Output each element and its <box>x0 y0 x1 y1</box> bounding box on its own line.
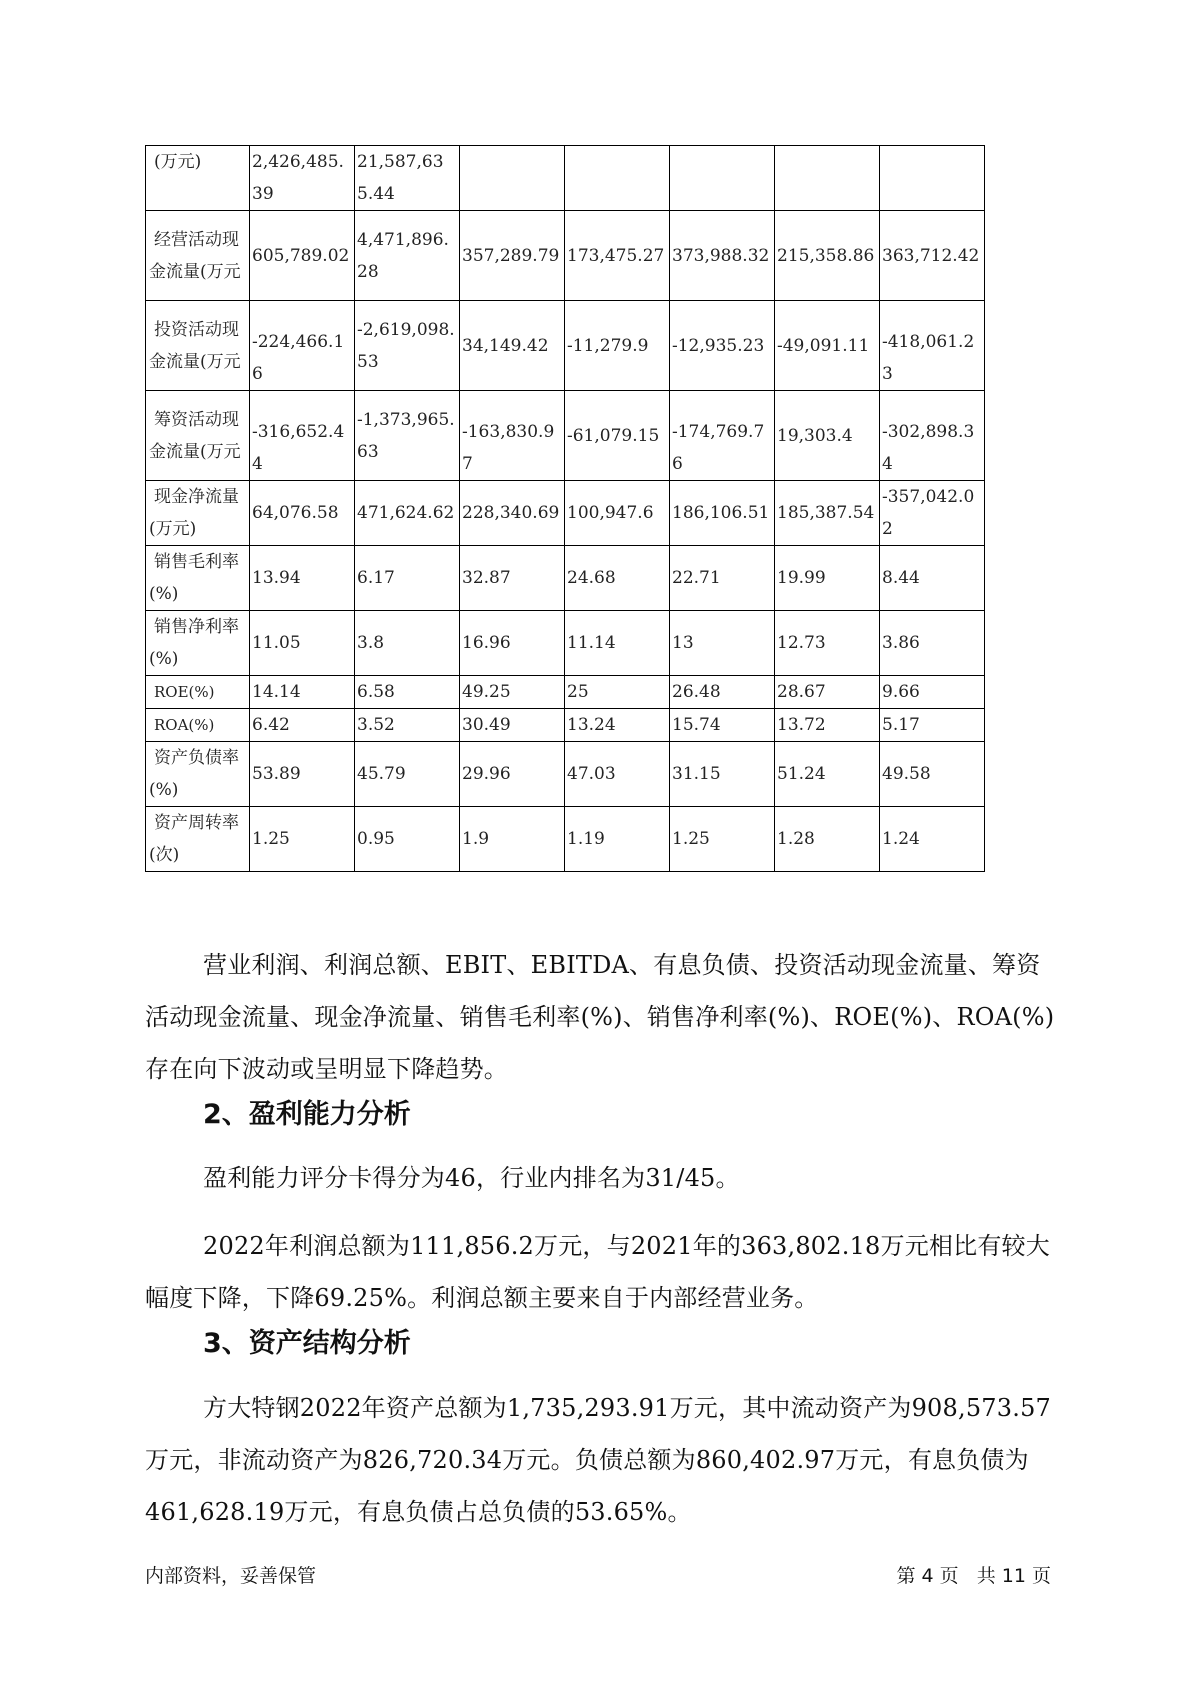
table-cell: 64,076.58 <box>250 481 355 546</box>
table-cell: 3.8 <box>355 611 460 676</box>
table-cell: 100,947.6 <box>565 481 670 546</box>
table-cell: 471,624.62 <box>355 481 460 546</box>
table-cell: 12.73 <box>775 611 880 676</box>
asset-detail-paragraph: 方大特钢2022年资产总额为1,735,293.91万元，其中流动资产为908,573.57万元，非流动资产为826,720.34万元。负债总额为860,402.97万元，有息负债为461,628.19万元，有息负债占总负债的53.65%。 <box>145 1394 1052 1526</box>
table-cell: 6.58 <box>355 676 460 709</box>
row-label: (万元) <box>146 146 250 211</box>
table-cell: 1.25 <box>250 807 355 872</box>
table-cell: -418,061.23 <box>880 301 985 391</box>
table-cell: -11,279.9 <box>565 301 670 391</box>
table-cell: 13 <box>670 611 775 676</box>
table-cell: 49.25 <box>460 676 565 709</box>
table-cell: 19,303.4 <box>775 391 880 481</box>
table-cell: 605,789.02 <box>250 211 355 301</box>
table-cell: 51.24 <box>775 742 880 807</box>
table-cell: -2,619,098.53 <box>355 301 460 391</box>
table-cell: -174,769.76 <box>670 391 775 481</box>
table-cell: 8.44 <box>880 546 985 611</box>
table-cell: 25 <box>565 676 670 709</box>
table-row <box>146 391 985 481</box>
table-cell: 47.03 <box>565 742 670 807</box>
table-cell: -357,042.02 <box>880 481 985 546</box>
table-cell: -302,898.34 <box>880 391 985 481</box>
table-cell: 1.25 <box>670 807 775 872</box>
table-cell: 22.71 <box>670 546 775 611</box>
table-cell: 186,106.51 <box>670 481 775 546</box>
table-cell: 19.99 <box>775 546 880 611</box>
table-cell: -12,935.23 <box>670 301 775 391</box>
financial-metrics-table <box>145 145 985 872</box>
table-cell <box>880 146 985 211</box>
section-heading-asset-structure: 3、资产结构分析 <box>203 1328 411 1359</box>
table-cell: 9.66 <box>880 676 985 709</box>
table-cell: 3.86 <box>880 611 985 676</box>
table-row <box>146 481 985 546</box>
row-label: 销售净利率(%) <box>146 611 250 676</box>
footer-confidential-note: 内部资料，妥善保管 <box>145 1565 317 1587</box>
table-cell: -1,373,965.63 <box>355 391 460 481</box>
table-cell: 11.05 <box>250 611 355 676</box>
table-cell: 24.68 <box>565 546 670 611</box>
table-cell: 14.14 <box>250 676 355 709</box>
section-heading-profitability: 2、盈利能力分析 <box>203 1099 411 1130</box>
table-cell: 215,358.86 <box>775 211 880 301</box>
table-cell: 228,340.69 <box>460 481 565 546</box>
table-cell <box>775 146 880 211</box>
table-cell: 373,988.32 <box>670 211 775 301</box>
table-cell: 13.94 <box>250 546 355 611</box>
table-row <box>146 742 985 807</box>
table-cell: 15.74 <box>670 709 775 742</box>
row-label: 经营活动现金流量(万元 <box>146 211 250 301</box>
table-row <box>146 807 985 872</box>
table-cell: 1.24 <box>880 807 985 872</box>
table-row <box>146 301 985 391</box>
table-cell <box>565 146 670 211</box>
table-cell: 34,149.42 <box>460 301 565 391</box>
table-cell: 45.79 <box>355 742 460 807</box>
table-cell <box>670 146 775 211</box>
table-cell: 1.9 <box>460 807 565 872</box>
table-cell: 30.49 <box>460 709 565 742</box>
profit-detail-paragraph: 2022年利润总额为111,856.2万元，与2021年的363,802.18万元相比有较大幅度下降，下降69.25%。利润总额主要来自于内部经营业务。 <box>145 1232 1050 1312</box>
profit-score-paragraph: 盈利能力评分卡得分为46，行业内排名为31/45。 <box>203 1164 740 1192</box>
row-label: 销售毛利率(%) <box>146 546 250 611</box>
table-cell: 11.14 <box>565 611 670 676</box>
table-cell: 1.19 <box>565 807 670 872</box>
table-cell: 31.15 <box>670 742 775 807</box>
table-cell: 0.95 <box>355 807 460 872</box>
row-label: 筹资活动现金流量(万元 <box>146 391 250 481</box>
table-row <box>146 146 985 211</box>
table-cell: -224,466.16 <box>250 301 355 391</box>
table-cell: 363,712.42 <box>880 211 985 301</box>
table-cell: 32.87 <box>460 546 565 611</box>
table-row <box>146 611 985 676</box>
summary-paragraph: 营业利润、利润总额、EBIT、EBITDA、有息负债、投资活动现金流量、筹资活动现金流量、现金净流量、销售毛利率(%)、销售净利率(%)、ROE(%)、ROA(%)存在向下波动或呈明显下降趋势。 <box>145 951 1055 1083</box>
row-label: 现金净流量(万元) <box>146 481 250 546</box>
table-cell: -316,652.44 <box>250 391 355 481</box>
table-cell: 13.24 <box>565 709 670 742</box>
table-cell: 2,426,485.39 <box>250 146 355 211</box>
table-cell: 6.42 <box>250 709 355 742</box>
table-cell: 5.17 <box>880 709 985 742</box>
table-cell: -61,079.15 <box>565 391 670 481</box>
row-label: ROA(%) <box>146 709 250 742</box>
table-cell: 26.48 <box>670 676 775 709</box>
table-cell <box>460 146 565 211</box>
table-cell: 53.89 <box>250 742 355 807</box>
table-cell: 16.96 <box>460 611 565 676</box>
table-cell: 21,587,635.44 <box>355 146 460 211</box>
table-cell: 3.52 <box>355 709 460 742</box>
row-label: 投资活动现金流量(万元 <box>146 301 250 391</box>
table-cell: 13.72 <box>775 709 880 742</box>
table-cell: 28.67 <box>775 676 880 709</box>
row-label: 资产负债率(%) <box>146 742 250 807</box>
table-cell: 185,387.54 <box>775 481 880 546</box>
table-cell: 4,471,896.28 <box>355 211 460 301</box>
table-row <box>146 709 985 742</box>
table-row <box>146 546 985 611</box>
table-cell: 29.96 <box>460 742 565 807</box>
table-cell: 173,475.27 <box>565 211 670 301</box>
table-cell: 1.28 <box>775 807 880 872</box>
footer-page-number: 第 4 页 共 11 页 <box>896 1565 1051 1587</box>
row-label: 资产周转率(次) <box>146 807 250 872</box>
table-cell: -49,091.11 <box>775 301 880 391</box>
table-cell: 49.58 <box>880 742 985 807</box>
table-row <box>146 211 985 301</box>
table-cell: -163,830.97 <box>460 391 565 481</box>
table-row <box>146 676 985 709</box>
table-cell: 357,289.79 <box>460 211 565 301</box>
table-cell: 6.17 <box>355 546 460 611</box>
row-label: ROE(%) <box>146 676 250 709</box>
